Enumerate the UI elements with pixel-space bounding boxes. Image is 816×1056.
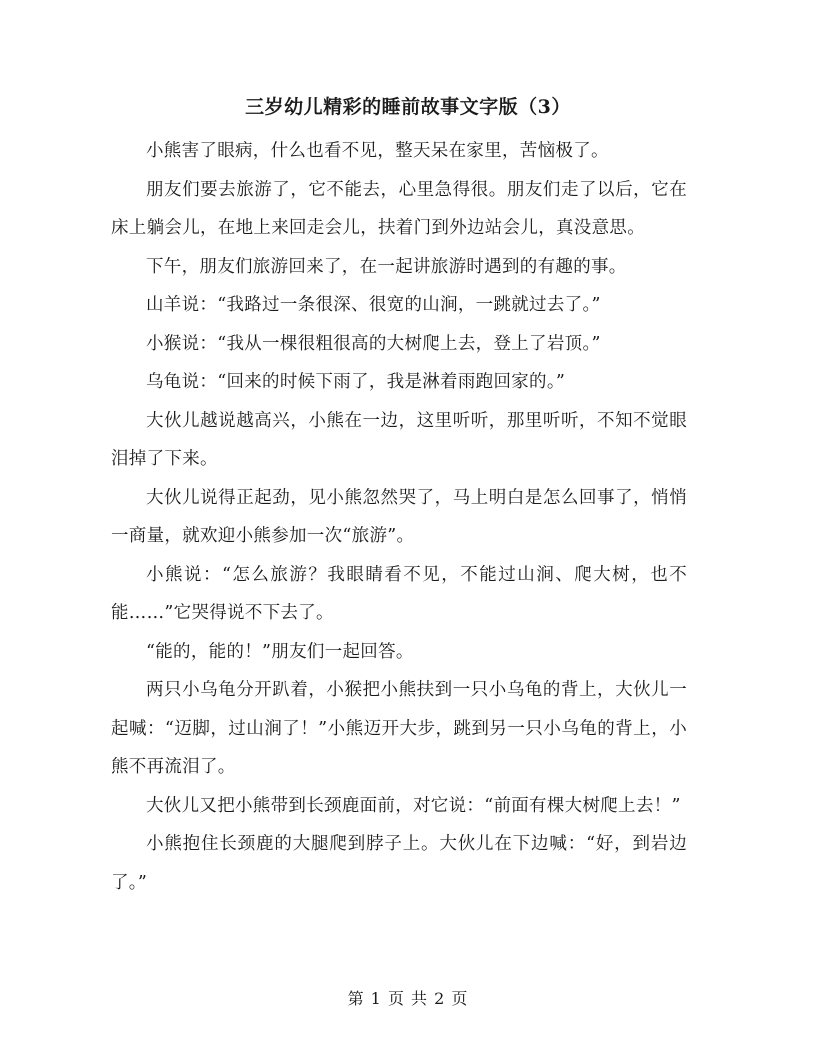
paragraph: 乌龟说：“回来的时候下雨了，我是淋着雨跑回家的。” (146, 372, 566, 392)
paragraph: 下午，朋友们旅游回来了，在一起讲旅游时遇到的有趣的事。 (146, 256, 627, 277)
paragraph: 大伙儿说得正起劲，见小熊忽然哭了，马上明白是怎么回事了，悄悄一商量，就欢迎小熊参加一次“旅游”。 (111, 487, 687, 546)
paragraph: “能的，能的！”朋友们一起回答。 (146, 641, 414, 662)
paragraph: 小熊抱住长颈鹿的大腿爬到脖子上。大伙儿在下边喊：“好，到岩边了。” (111, 834, 687, 893)
paragraph: 山羊说：“我路过一条很深、很宽的山涧，一跳就过去了。” (146, 295, 601, 315)
paragraph: 两只小乌龟分开趴着，小猴把小熊扶到一只小乌龟的背上，大伙儿一起喊：“迈脚，过山涧了！”小熊迈开大步，跳到另一只小乌龟的背上，小熊不再流泪了。 (111, 680, 687, 777)
story-body (111, 132, 687, 902)
page-number: 第 1 页 共 2 页 (347, 989, 469, 1008)
paragraph: 朋友们要去旅游了，它不能去，心里急得很。朋友们走了以后，它在床上躺会儿，在地上来回走会儿，扶着门到外边站会儿，真没意思。 (111, 179, 687, 238)
document-title: 三岁幼儿精彩的睡前故事文字版（3） (245, 96, 571, 118)
paragraph: 小猴说：“我从一棵很粗很高的大树爬上去，登上了岩顶。” (146, 333, 601, 354)
paragraph: 大伙儿越说越高兴，小熊在一边，这里听听，那里听听，不知不觉眼泪掉了下来。 (111, 410, 687, 469)
paragraph: 小熊说：“怎么旅游？我眼睛看不见，不能过山涧、爬大树，也不能……”它哭得说不下去了。 (111, 564, 687, 623)
paragraph: 小熊害了眼病，什么也看不见，整天呆在家里，苦恼极了。 (146, 141, 609, 161)
paragraph: 大伙儿又把小熊带到长颈鹿面前，对它说：“前面有棵大树爬上去！” (146, 795, 681, 816)
